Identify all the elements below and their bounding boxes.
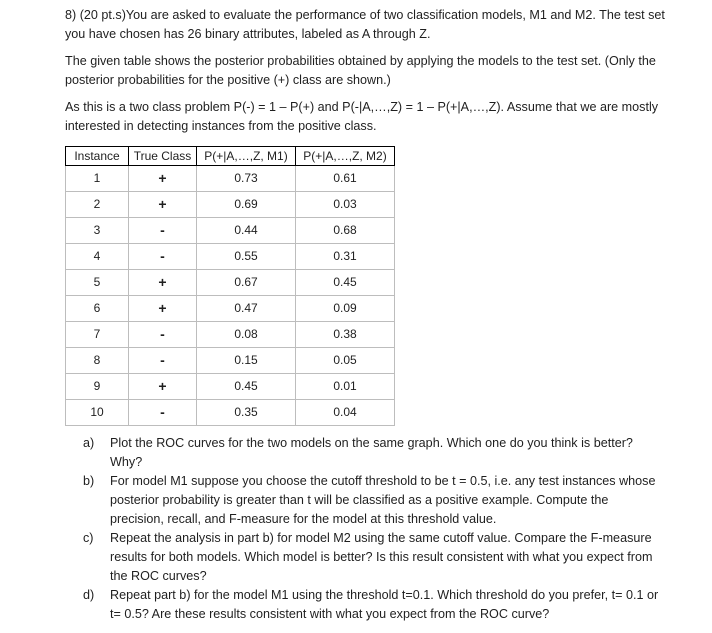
question-label: b) bbox=[83, 474, 95, 488]
table-row bbox=[66, 322, 395, 348]
instance-cell: 9 bbox=[66, 374, 129, 400]
true-class-cell: + bbox=[129, 296, 197, 322]
true-class-cell: + bbox=[129, 374, 197, 400]
question-text: For model M1 suppose you choose the cutoff threshold to be t = 0.5, i.e. any test instances whose posterior probability is greater than t will be classified as a positive example. Compute the precision, recall, and F-measure for the model at this threshold value. bbox=[110, 474, 656, 526]
instance-cell: 1 bbox=[66, 166, 129, 192]
question-item bbox=[83, 434, 663, 472]
m1-prob-cell: 0.55 bbox=[197, 244, 296, 270]
m1-prob-cell: 0.44 bbox=[197, 218, 296, 244]
question-text: Repeat part b) for the model M1 using the threshold t=0.1. Which threshold do you prefer, t= 0.1 or t= 0.5? Are these results consistent with what you expect from the ROC curve? bbox=[110, 588, 659, 621]
table-row bbox=[66, 348, 395, 374]
header-m2-probability: P(+|A,…,Z, M2) bbox=[296, 147, 395, 166]
m2-prob-cell: 0.38 bbox=[296, 322, 395, 348]
question-label: a) bbox=[83, 436, 95, 450]
m1-prob-cell: 0.67 bbox=[197, 270, 296, 296]
true-class-cell: - bbox=[129, 322, 197, 348]
true-class-cell: - bbox=[129, 218, 197, 244]
instance-cell: 4 bbox=[66, 244, 129, 270]
true-class-cell: + bbox=[129, 270, 197, 296]
true-class-cell: - bbox=[129, 244, 197, 270]
m2-prob-cell: 0.04 bbox=[296, 400, 395, 426]
header-instance: Instance bbox=[66, 147, 129, 166]
question-item bbox=[83, 472, 663, 529]
intro-paragraph-2: The given table shows the posterior probabilities obtained by applying the models to the test set. (Only the posterior probabilities for the positive (+) class are shown.) bbox=[65, 54, 656, 87]
true-class-cell: - bbox=[129, 348, 197, 374]
instance-cell: 5 bbox=[66, 270, 129, 296]
instance-cell: 6 bbox=[66, 296, 129, 322]
instance-cell: 10 bbox=[66, 400, 129, 426]
m2-prob-cell: 0.09 bbox=[296, 296, 395, 322]
table-row bbox=[66, 400, 395, 426]
header-true-class: True Class bbox=[129, 147, 197, 166]
question-item bbox=[83, 529, 663, 586]
question-label: c) bbox=[83, 531, 94, 545]
m1-prob-cell: 0.47 bbox=[197, 296, 296, 322]
table-row bbox=[66, 270, 395, 296]
table-row bbox=[66, 296, 395, 322]
m2-prob-cell: 0.45 bbox=[296, 270, 395, 296]
true-class-cell: - bbox=[129, 400, 197, 426]
table-row bbox=[66, 244, 395, 270]
true-class-cell: + bbox=[129, 166, 197, 192]
m2-prob-cell: 0.68 bbox=[296, 218, 395, 244]
question-text: Repeat the analysis in part b) for model M2 using the same cutoff value. Compare the F-measure results for both models. Which model is better? Is this result consistent with what you expect from the ROC curves? bbox=[110, 531, 653, 583]
instance-cell: 7 bbox=[66, 322, 129, 348]
m2-prob-cell: 0.03 bbox=[296, 192, 395, 218]
m1-prob-cell: 0.08 bbox=[197, 322, 296, 348]
question-list bbox=[83, 434, 663, 624]
instance-cell: 2 bbox=[66, 192, 129, 218]
m2-prob-cell: 0.61 bbox=[296, 166, 395, 192]
question-label: d) bbox=[83, 588, 95, 602]
intro-paragraph-3: As this is a two class problem P(-) = 1 – P(+) and P(-|A,…,Z) = 1 – P(+|A,…,Z). Assume that we are mostly interested in detecting instances from the positive class. bbox=[65, 100, 659, 133]
table-row bbox=[66, 218, 395, 244]
table-row bbox=[66, 374, 395, 400]
intro-paragraph-1: 8) (20 pt.s)You are asked to evaluate the performance of two classification models, M1 and M2. The test set you have chosen has 26 binary attributes, labeled as A through Z. bbox=[65, 8, 665, 41]
instance-cell: 8 bbox=[66, 348, 129, 374]
posterior-probability-table bbox=[65, 146, 395, 426]
question-text: Plot the ROC curves for the two models on the same graph. Which one do you think is better? Why? bbox=[110, 436, 633, 469]
instance-cell: 3 bbox=[66, 218, 129, 244]
header-m1-probability: P(+|A,…,Z, M1) bbox=[197, 147, 296, 166]
m2-prob-cell: 0.05 bbox=[296, 348, 395, 374]
m1-prob-cell: 0.69 bbox=[197, 192, 296, 218]
m1-prob-cell: 0.45 bbox=[197, 374, 296, 400]
m2-prob-cell: 0.31 bbox=[296, 244, 395, 270]
true-class-cell: + bbox=[129, 192, 197, 218]
question-item bbox=[83, 586, 663, 624]
table-row bbox=[66, 192, 395, 218]
table-header-row bbox=[66, 147, 395, 166]
m2-prob-cell: 0.01 bbox=[296, 374, 395, 400]
m1-prob-cell: 0.15 bbox=[197, 348, 296, 374]
m1-prob-cell: 0.73 bbox=[197, 166, 296, 192]
m1-prob-cell: 0.35 bbox=[197, 400, 296, 426]
table-row bbox=[66, 166, 395, 192]
